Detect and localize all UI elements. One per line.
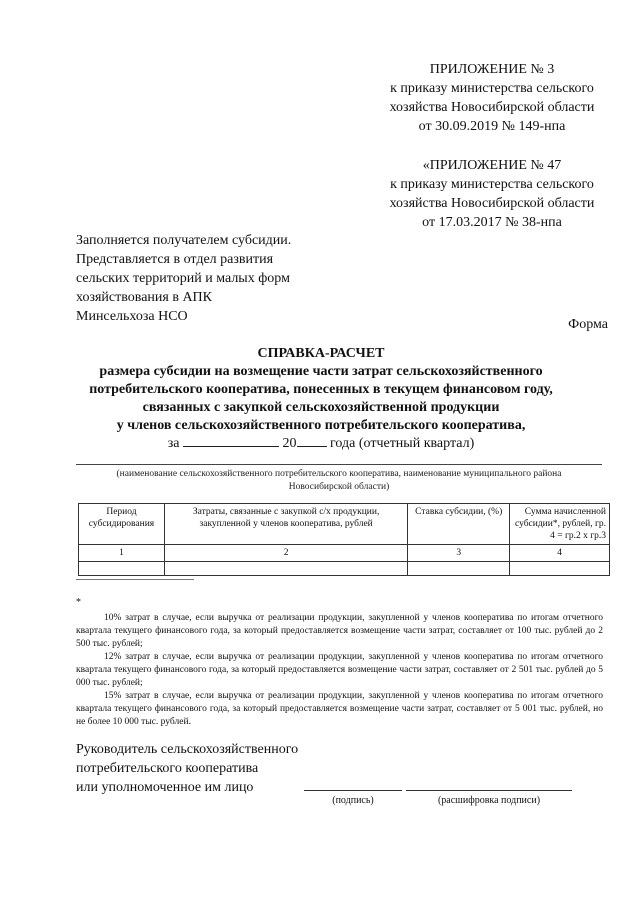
footnote-paragraph xyxy=(76,612,603,651)
col-number: 3 xyxy=(408,545,510,562)
signatory-line: потребительского кооператива xyxy=(76,761,259,776)
period-line xyxy=(60,433,582,453)
period-suffix: года (отчетный квартал) xyxy=(330,436,475,451)
signature-field[interactable] xyxy=(304,790,402,791)
footnote-star: * xyxy=(76,597,81,608)
title-line: связанных с закупкой сельскохозяйственной продукции xyxy=(142,400,500,415)
table-number-row xyxy=(79,545,610,562)
period-blank-field[interactable] xyxy=(183,433,279,447)
footnote-text: 15% затрат в случае, если выручка от реализации продукции, закупленной у членов кооператива по итогам отчетного квартала текущего финансового года, за который предоставляется возмещение части затрат, составляет от 5 001 тыс. рублей, но не более 10 000 тыс. рублей. xyxy=(76,691,603,727)
cooperative-name-caption xyxy=(76,468,602,494)
appendix-ministry-line: хозяйства Новосибирской области xyxy=(389,100,595,115)
year-blank-field[interactable] xyxy=(297,433,327,447)
signatory-line: Руководитель сельскохозяйственного xyxy=(76,742,299,757)
appendix-title-2: «ПРИЛОЖЕНИЕ № 47 xyxy=(422,158,562,173)
note-line: хозяйствования в АПК xyxy=(76,290,213,305)
appendix-order-line: к приказу министерства сельского xyxy=(390,81,594,96)
submission-note xyxy=(76,231,291,326)
col-number: 2 xyxy=(164,545,407,562)
title-line: потребительского кооператива, понесенных в текущем финансовом году, xyxy=(89,382,553,397)
footnote-paragraph xyxy=(76,690,603,729)
header-costs: Затраты, связанные с закупкой с/х продукции, закупленной у членов кооператива, рублей xyxy=(164,504,407,545)
table-cell[interactable] xyxy=(79,562,165,576)
signatory-line: или уполномоченное им лицо xyxy=(76,780,254,795)
appendix-date-line-2: от 17.03.2017 № 38-нпа xyxy=(422,215,562,230)
period-year-prefix: 20 xyxy=(282,436,297,451)
signature-block xyxy=(76,740,298,797)
footnote-text: 12% затрат в случае, если выручка от реализации продукции, закупленной у членов кооператива по итогам отчетного квартала текущего финансового года, за который предоставляется возмещение части затрат, составляет от 2 501 тыс. рублей до 5 000 тыс. рублей; xyxy=(76,652,603,688)
appendix-order-line-2: к приказу министерства сельского xyxy=(390,177,594,192)
title-heading: СПРАВКА-РАСЧЕТ xyxy=(257,346,385,361)
appendix-ministry-line-2: хозяйства Новосибирской области xyxy=(389,196,595,211)
note-line: Минсельхоза НСО xyxy=(76,309,188,324)
note-line: Заполняется получателем субсидии. xyxy=(76,233,292,248)
cooperative-name-line[interactable] xyxy=(76,464,602,465)
subsidy-table xyxy=(78,503,610,576)
header-amount: Сумма начисленной субсидии*, рублей, гр. 4 = гр.2 х гр.3 xyxy=(510,504,610,545)
footnote-paragraph xyxy=(76,651,603,690)
caption-line: Новосибирской области) xyxy=(288,482,390,492)
col-number: 1 xyxy=(79,545,165,562)
appendix-block xyxy=(367,60,617,232)
title-line: у членов сельскохозяйственного потребительского кооператива, xyxy=(116,418,526,433)
table-header-row xyxy=(79,504,610,545)
table-cell[interactable] xyxy=(510,562,610,576)
spacer xyxy=(367,136,617,156)
signature-caption: (подпись) xyxy=(332,795,374,806)
header-period: Период субсидирования xyxy=(79,504,165,545)
col-number: 4 xyxy=(510,545,610,562)
appendix-date-line: от 30.09.2019 № 149-нпа xyxy=(418,119,566,134)
footnote-separator xyxy=(76,579,194,580)
note-line: Представляется в отдел развития xyxy=(76,252,274,267)
table-cell[interactable] xyxy=(164,562,407,576)
header-rate: Ставка субсидии, (%) xyxy=(408,504,510,545)
form-label: Форма xyxy=(568,317,608,332)
note-line: сельских территорий и малых форм xyxy=(76,271,290,286)
signature-decode-caption: (расшифровка подписи) xyxy=(437,795,541,806)
caption-line: (наименование сельскохозяйственного потребительского кооператива, наименование муниципального района xyxy=(116,469,562,479)
title-line: размера субсидии на возмещение части затрат сельскохозяйственного xyxy=(99,364,543,379)
signature-decode-field[interactable] xyxy=(406,790,572,791)
document-title xyxy=(60,345,582,435)
table-cell[interactable] xyxy=(408,562,510,576)
period-prefix: за xyxy=(167,436,180,451)
table-row xyxy=(79,562,610,576)
footnote-text: 10% затрат в случае, если выручка от реализации продукции, закупленной у членов кооператива по итогам отчетного квартала текущего финансового года, за который предоставляется возмещение части затрат, составляет от 100 тыс. рублей до 2 500 тыс. рублей; xyxy=(76,613,603,649)
appendix-title: ПРИЛОЖЕНИЕ № 3 xyxy=(429,62,555,77)
